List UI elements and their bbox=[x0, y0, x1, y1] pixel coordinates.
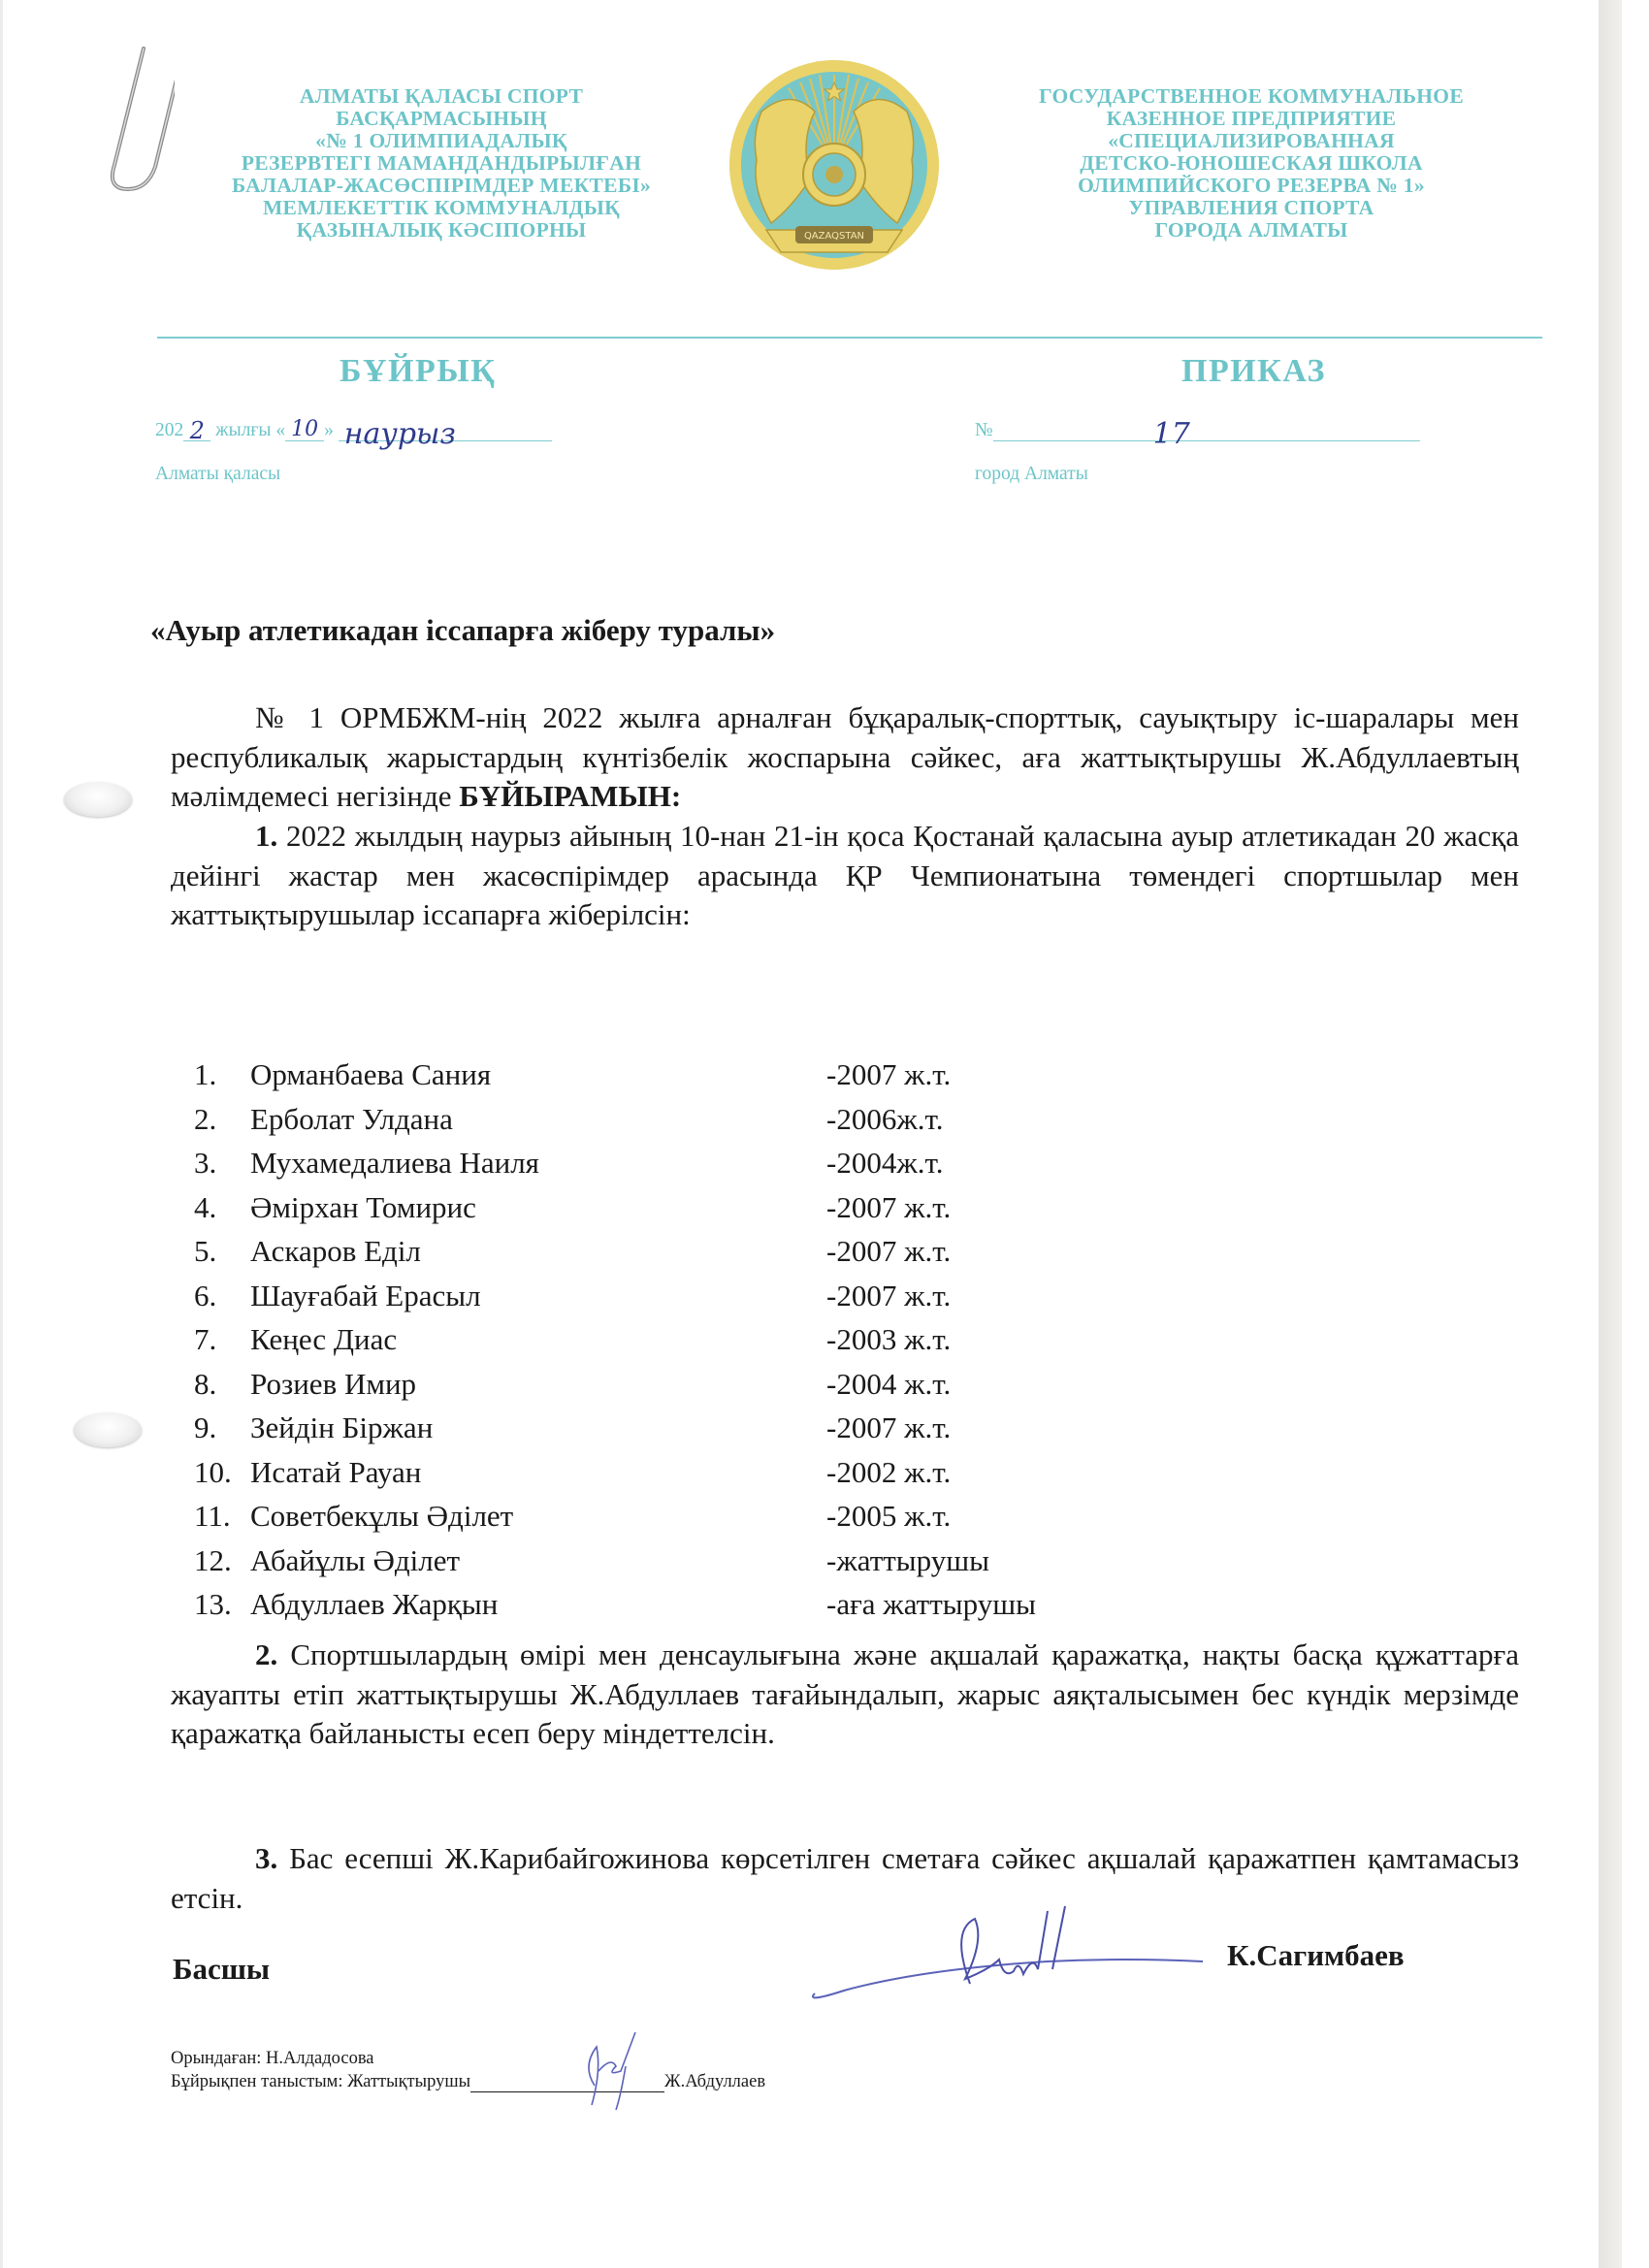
participant-name: Зейдін Біржан bbox=[250, 1410, 434, 1444]
participant-name: Советбекұлы Әділет bbox=[250, 1499, 514, 1533]
header-line: ОЛИМПИЙСКОГО РЕЗЕРВА № 1» bbox=[1078, 174, 1425, 197]
date-month-handwritten: наурыз bbox=[343, 417, 456, 451]
header-line: КАЗЕННОЕ ПРЕДПРИЯТИЕ bbox=[1106, 107, 1397, 130]
order-date-line bbox=[155, 417, 552, 451]
kazakhstan-emblem-icon bbox=[723, 53, 946, 276]
header-line: УПРАВЛЕНИЯ СПОРТА bbox=[1128, 196, 1374, 219]
head-name: К.Сагимбаев bbox=[1227, 1938, 1405, 1972]
participant-row bbox=[194, 1494, 1164, 1539]
order-number-field bbox=[993, 417, 1420, 451]
punch-hole bbox=[64, 782, 132, 817]
participant-info: -2007 ж.т. bbox=[826, 1234, 952, 1268]
participants-list bbox=[194, 1053, 1164, 1627]
participant-info: -2004ж.т. bbox=[826, 1146, 944, 1180]
participant-info: -2007 ж.т. bbox=[826, 1410, 952, 1444]
acknowledged-label: Бұйрықпен таныстым: Жаттықтырушы bbox=[171, 2072, 471, 2091]
participant-name: Мухамедалиева Наиля bbox=[250, 1146, 539, 1180]
trainer-signature-icon bbox=[577, 2027, 655, 2115]
participant-number: 3. bbox=[194, 1146, 217, 1180]
header-line: БАЛАЛАР-ЖАСӨСПІРІМДЕР МЕКТЕБІ» bbox=[231, 174, 652, 197]
date-year-field bbox=[183, 417, 210, 444]
acknowledgement-line bbox=[171, 2072, 765, 2092]
participant-info: -аға жаттырушы bbox=[826, 1587, 1036, 1621]
clause-3-text: Бас есепші Ж.Карибайгожинова көрсетілген сметаға сәйкес ақшалай қаражатпен қамтамасыз етсін. bbox=[171, 1841, 1519, 1915]
header-line: ГОСУДАРСТВЕННОЕ КОММУНАЛЬНОЕ bbox=[1039, 84, 1464, 108]
date-day-suffix: » bbox=[324, 420, 334, 440]
clause-1-number: 1. bbox=[255, 819, 278, 853]
clause-2-number: 2. bbox=[255, 1637, 278, 1671]
header-line: ДЕТСКО-ЮНОШЕСКАЯ ШКОЛА bbox=[1080, 151, 1423, 175]
clause-1-text: 2022 жылдың наурыз айының 10-нан 21-ін қоса Қостанай қаласына ауыр атлетикадан 20 жасқа дейінгі жастар мен жасөспірімдер арасында ҚР Чемпионатына төмендегі спортшылар мен жаттықтырушылар іссапарға жіберілсін: bbox=[171, 819, 1519, 931]
participant-row bbox=[194, 1097, 1164, 1142]
participant-name: Исатай Рауан bbox=[250, 1454, 422, 1489]
clause-2-text: Спортшылардың өмірі мен денсаулығына және ақшалай қаражатқа, нақты басқа құжаттарға жауапты етіп жаттықтырушы Ж.Абдуллаев тағайындалып, жарыс аяқталысымен бес күндік мерзімде қаражатқа байланысты есеп беру міндеттелсін. bbox=[171, 1637, 1519, 1750]
order-number-line bbox=[975, 417, 1420, 451]
order-title-kz: БҰЙРЫҚ bbox=[340, 353, 497, 389]
date-year-suffix: жылғы « bbox=[210, 420, 286, 440]
participant-name: Розиев Имир bbox=[250, 1366, 417, 1401]
participant-number: 8. bbox=[194, 1366, 217, 1401]
participant-row bbox=[194, 1539, 1164, 1583]
participant-number: 9. bbox=[194, 1410, 217, 1444]
date-day-handwritten: 10 bbox=[291, 417, 319, 441]
header-line: ГОРОДА АЛМАТЫ bbox=[1154, 218, 1348, 242]
order-number-handwritten: 17 bbox=[1152, 417, 1190, 451]
clause-1 bbox=[171, 817, 1519, 935]
participant-number: 4. bbox=[194, 1189, 217, 1224]
participant-info: -2003 ж.т. bbox=[826, 1322, 952, 1356]
participant-number: 6. bbox=[194, 1278, 217, 1312]
participant-info: -2002 ж.т. bbox=[826, 1454, 952, 1489]
participant-name: Кеңес Диас bbox=[250, 1322, 398, 1356]
emblem-label: QAZAQSTAN bbox=[803, 231, 865, 242]
participant-info: -2007 ж.т. bbox=[826, 1189, 952, 1224]
participant-row bbox=[194, 1229, 1164, 1274]
participant-info: -2005 ж.т. bbox=[826, 1499, 952, 1533]
header-line: МЕМЛЕКЕТТІК КОММУНАЛДЫҚ bbox=[262, 196, 621, 219]
participant-number: 11. bbox=[194, 1499, 231, 1533]
participant-row bbox=[194, 1317, 1164, 1362]
participant-name: Ерболат Улдана bbox=[250, 1101, 453, 1136]
participant-name: Шауғабай Ерасыл bbox=[250, 1278, 481, 1312]
city-kz: Алматы қаласы bbox=[155, 464, 281, 484]
header-org-kz bbox=[155, 85, 728, 242]
head-label: Басшы bbox=[173, 1952, 271, 1986]
executor-line: Орындаған: Н.Алдадосова bbox=[171, 2049, 374, 2068]
participant-info: -2007 ж.т. bbox=[826, 1278, 952, 1312]
document-title: «Ауыр атлетикадан іссапарға жіберу туралы» bbox=[150, 613, 776, 647]
city-ru: город Алматы bbox=[975, 464, 1088, 484]
participant-info: -2007 ж.т. bbox=[826, 1057, 952, 1091]
participant-info: -2004 ж.т. bbox=[826, 1366, 952, 1401]
participant-row bbox=[194, 1141, 1164, 1185]
clause-2 bbox=[171, 1636, 1519, 1754]
participant-info: -жаттырушы bbox=[826, 1542, 989, 1577]
participant-info: -2006ж.т. bbox=[826, 1101, 944, 1136]
clause-3-number: 3. bbox=[255, 1841, 278, 1875]
participant-number: 2. bbox=[194, 1101, 217, 1136]
participant-row bbox=[194, 1362, 1164, 1407]
participant-number: 10. bbox=[194, 1454, 232, 1489]
participant-name: Абайұлы Әділет bbox=[250, 1542, 461, 1577]
header-line: АЛМАТЫ ҚАЛАСЫ СПОРТ bbox=[299, 84, 584, 108]
participant-number: 1. bbox=[194, 1057, 217, 1091]
participant-number: 13. bbox=[194, 1587, 232, 1621]
header-line: БАСҚАРМАСЫНЫҢ bbox=[336, 107, 547, 130]
scan-right-edge-strip bbox=[1599, 0, 1622, 2268]
head-signature-icon bbox=[805, 1901, 1222, 2008]
participant-name: Әмірхан Томирис bbox=[250, 1189, 476, 1224]
participant-number: 5. bbox=[194, 1234, 217, 1268]
participant-row bbox=[194, 1406, 1164, 1450]
participant-number: 7. bbox=[194, 1322, 217, 1356]
header-org-ru bbox=[965, 85, 1537, 242]
number-label: № bbox=[975, 420, 993, 440]
participant-row bbox=[194, 1053, 1164, 1097]
punch-hole bbox=[74, 1412, 142, 1447]
participant-name: Аскаров Еділ bbox=[250, 1234, 421, 1268]
date-month-field bbox=[339, 417, 552, 451]
participant-number: 12. bbox=[194, 1542, 232, 1577]
header-line: «№ 1 ОЛИМПИАДАЛЫҚ bbox=[315, 129, 567, 152]
header-line: «СПЕЦИАЛИЗИРОВАННАЯ bbox=[1108, 129, 1395, 152]
date-year-handwritten: 2 bbox=[189, 417, 205, 444]
order-keyword: БҰЙЫРАМЫН: bbox=[459, 779, 682, 813]
header-line: ҚАЗЫНАЛЫҚ КӘСІПОРНЫ bbox=[296, 218, 587, 242]
header-divider bbox=[157, 337, 1542, 339]
intro-paragraph bbox=[171, 698, 1519, 817]
participant-name: Абдуллаев Жарқын bbox=[250, 1587, 499, 1621]
participant-row bbox=[194, 1582, 1164, 1627]
participant-row bbox=[194, 1274, 1164, 1318]
header-line: РЕЗЕРВТЕГІ МАМАНДАНДЫРЫЛҒАН bbox=[241, 151, 642, 175]
date-day-field bbox=[285, 417, 324, 441]
date-year-prefix: 202 bbox=[155, 420, 184, 440]
acknowledged-name: Ж.Абдуллаев bbox=[664, 2072, 766, 2091]
participant-row bbox=[194, 1185, 1164, 1230]
scan-left-edge bbox=[0, 0, 3, 2268]
participant-row bbox=[194, 1450, 1164, 1495]
intro-text: № 1 ОРМБЖМ-нің 2022 жылға арналған бұқаралық-спорттық, сауықтыру іс-шаралары мен республикалық жарыстардың күнтізбелік жоспарына сәйкес, аға жаттықтырушы Ж.Абдуллаевтың мәлімдемесі негізінде bbox=[171, 700, 1519, 813]
paperclip-icon bbox=[58, 0, 175, 194]
order-title-ru: ПРИКАЗ bbox=[1181, 353, 1326, 389]
participant-name: Орманбаева Сания bbox=[250, 1057, 492, 1091]
